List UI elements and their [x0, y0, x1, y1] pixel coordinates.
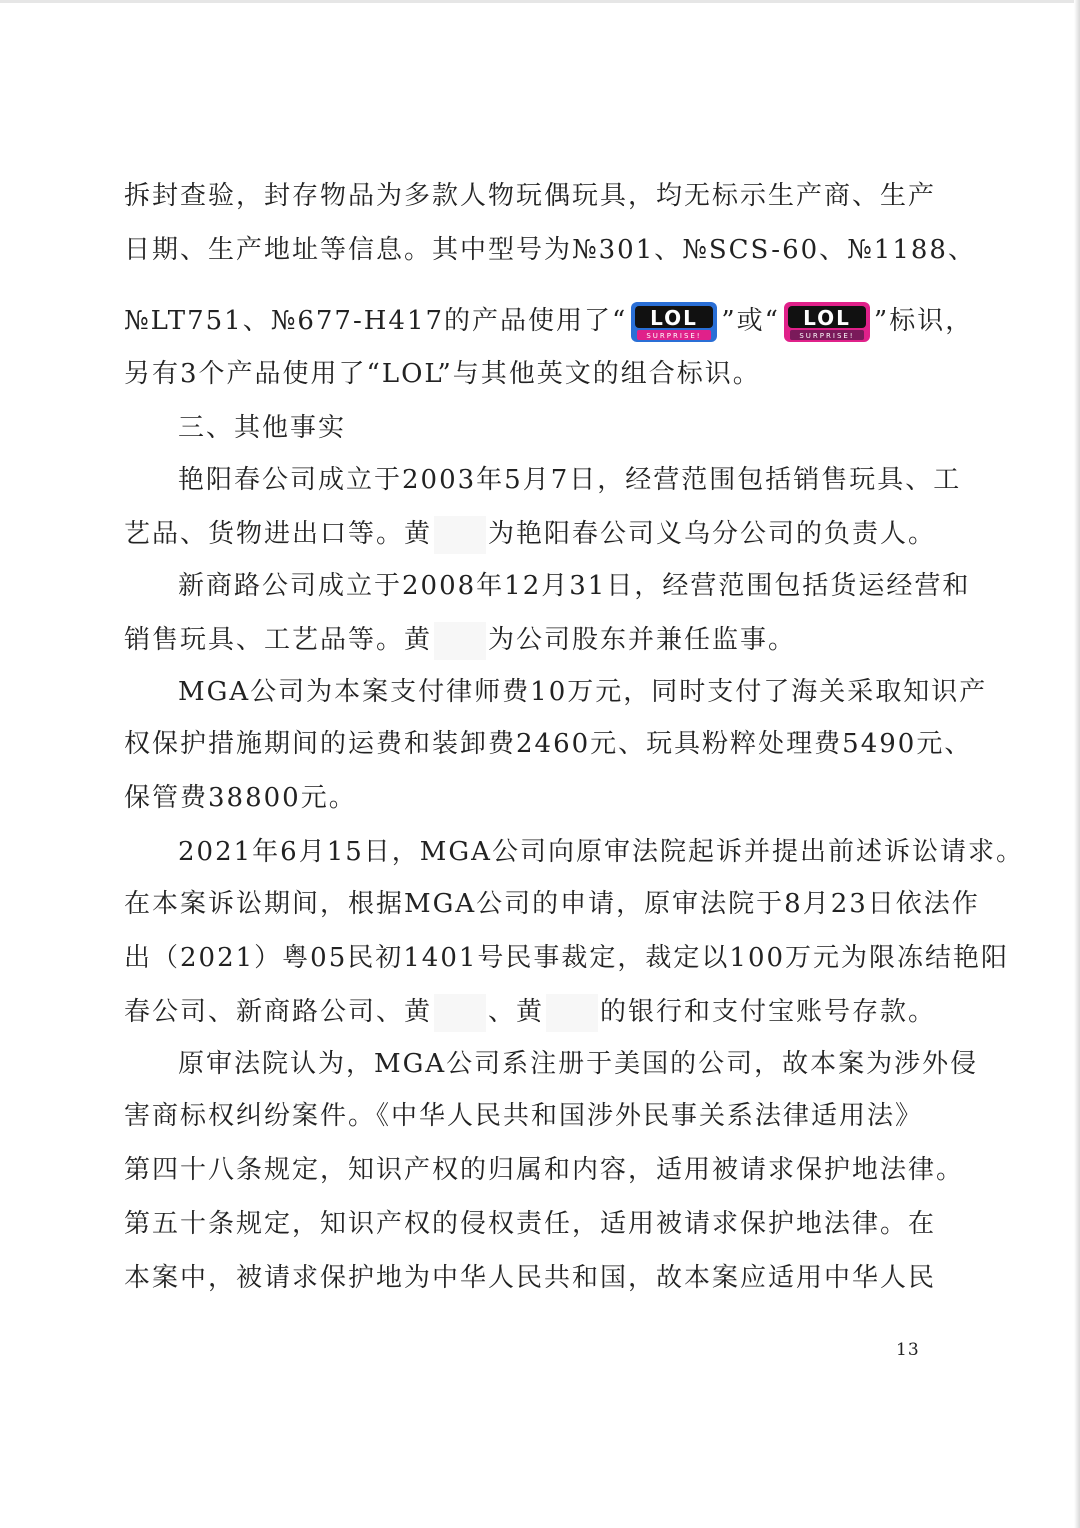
text-line-20: 第五十条规定，知识产权的侵权责任，适用被请求保护地法律。在	[124, 1209, 937, 1239]
text-line-13: 2021年6月15日，MGA公司向原审法院起诉并提出前述诉讼请求。	[178, 837, 1024, 867]
text-line-4: 另有3个产品使用了“LOL”与其他英文的组合标识。	[124, 359, 761, 389]
text-line-7	[124, 516, 937, 556]
text-line-1: 拆封查验，封存物品为多款人物玩偶玩具，均无标示生产商、生产	[124, 181, 937, 211]
text-line-19: 第四十八条规定，知识产权的归属和内容，适用被请求保护地法律。	[124, 1155, 965, 1185]
text-line-14: 在本案诉讼期间，根据MGA公司的申请，原审法院于8月23日依法作	[124, 889, 980, 919]
text-line-12: 保管费38800元。	[124, 783, 357, 813]
text-line-9-part-b: 为公司股东并兼任监事。	[488, 625, 797, 655]
text-line-18: 害商标权纠纷案件。《中华人民共和国涉外民事关系法律适用法》	[124, 1101, 924, 1131]
logo-2-text: LOL	[803, 306, 851, 330]
text-line-16-part-c: 的银行和支付宝账号存款。	[600, 997, 937, 1027]
text-line-15: 出（2021）粤05民初1401号民事裁定，裁定以100万元为限冻结艳阳	[124, 943, 1010, 973]
text-line-21: 本案中，被请求保护地为中华人民共和国，故本案应适用中华人民	[124, 1263, 937, 1293]
logo-2-subtext: SURPRISE!	[799, 332, 855, 340]
lol-surprise-logo-1	[629, 300, 719, 344]
text-line-3-part-c: ”标识，	[873, 306, 974, 336]
redaction-block	[546, 994, 598, 1032]
redaction-block	[434, 516, 486, 554]
text-line-16-part-a: 春公司、新商路公司、黄	[124, 997, 433, 1027]
text-line-3-part-a: №LT751、№677-H417的产品使用了“	[124, 306, 628, 336]
text-line-9-part-a: 销售玩具、工艺品等。黄	[124, 625, 433, 655]
text-line-16-part-b: 、黄	[488, 997, 545, 1027]
text-line-3	[124, 298, 974, 344]
text-line-7-part-b: 为艳阳春公司义乌分公司的负责人。	[488, 519, 937, 549]
text-line-6: 艳阳春公司成立于2003年5月7日，经营范围包括销售玩具、工	[178, 465, 962, 495]
scan-edge-right	[1074, 0, 1080, 1528]
text-line-10: MGA公司为本案支付律师费10万元，同时支付了海关采取知识产	[178, 677, 988, 707]
text-line-9	[124, 622, 920, 662]
scan-edge-top	[0, 0, 1080, 3]
redaction-block	[434, 994, 486, 1032]
page-number: 13	[896, 1340, 920, 1360]
redaction-block	[434, 622, 486, 660]
text-line-3-part-b: ”或“	[721, 306, 780, 336]
text-line-2: 日期、生产地址等信息。其中型号为№301、№SCS-60、№1188、	[124, 235, 976, 265]
text-line-11: 权保护措施期间的运费和装卸费2460元、玩具粉粹处理费5490元、	[124, 729, 973, 759]
text-line-16	[124, 994, 937, 1034]
logo-1-text: LOL	[650, 306, 699, 330]
lol-surprise-logo-2	[782, 300, 872, 344]
logo-1-subtext: SURPRISE!	[646, 332, 702, 340]
text-line-8: 新商路公司成立于2008年12月31日，经营范围包括货运经营和	[178, 571, 971, 601]
text-line-7-part-a: 艺品、货物进出口等。黄	[124, 519, 433, 549]
text-line-17: 原审法院认为，MGA公司系注册于美国的公司，故本案为涉外侵	[178, 1049, 979, 1079]
section-heading: 三、其他事实	[178, 413, 347, 443]
